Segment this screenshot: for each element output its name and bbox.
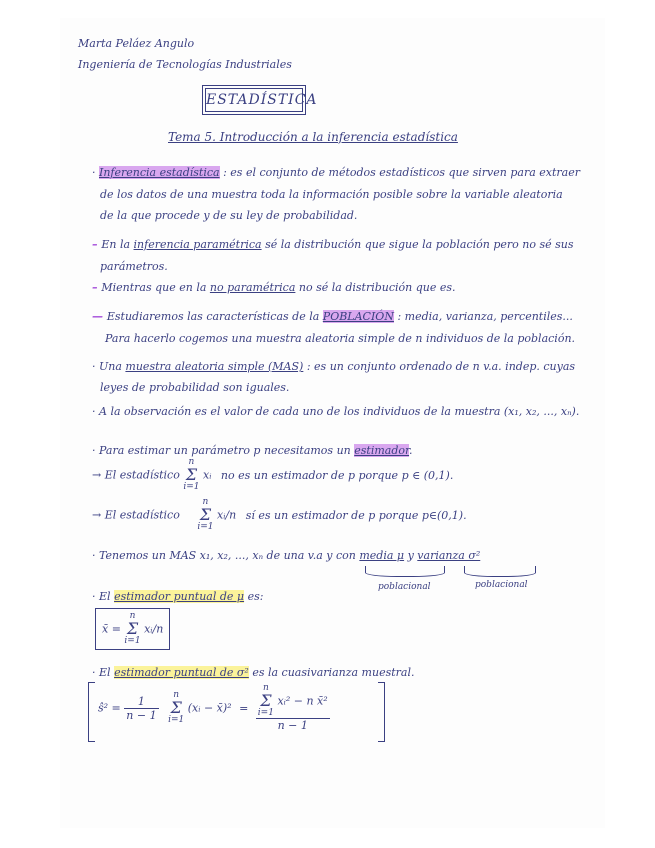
fraction-2: n Σ i=1 xᵢ² − n x̄² n − 1 xyxy=(257,683,328,732)
note-poblacional-2: poblacional xyxy=(475,580,528,590)
formula-estadistico-2: → El estadístico n Σ i=1 xᵢ/n sí es un estimador de p porque p∈(0,1). xyxy=(92,497,467,532)
right-bracket xyxy=(378,682,385,742)
topic-title: Tema 5. Introducción a la inferencia estadística xyxy=(168,130,458,144)
formula-estadistico-1: → El estadístico n Σ i=1 xᵢ no es un estimador de p porque p ∈ (0,1). xyxy=(92,457,454,492)
p10-line: · El estimador puntual de σ² es la cuasivarianza muestral. xyxy=(92,666,415,679)
summation-1: n Σ i=1 xyxy=(183,457,200,492)
bracket-varianza xyxy=(464,566,536,577)
left-bracket xyxy=(88,682,95,742)
p5-line2: leyes de probabilidad son iguales. xyxy=(100,381,290,394)
p1-line2: de los datos de una muestra toda la información posible sobre la variable aleatoria xyxy=(100,188,563,201)
p6-line: · A la observación es el valor de cada uno de los individuos de la muestra (x₁, x₂, ..., xₙ). xyxy=(92,405,580,418)
author-name: Marta Peláez Angulo xyxy=(78,37,195,50)
term-poblacion: POBLACIÓN xyxy=(322,310,394,323)
term-mas: muestra aleatoria simple (MAS) xyxy=(125,360,304,373)
term-inferencia: Inferencia estadística xyxy=(99,166,220,179)
p1-line3: de la que procede y de su ley de probabilidad. xyxy=(100,209,358,222)
p2-line2: parámetros. xyxy=(100,260,168,273)
p3-line: – Mientras que en la no paramétrica no sé la distribución que es. xyxy=(92,281,456,294)
p8-line: · Tenemos un MAS x₁, x₂, ..., xₙ de una v.a y con media μ y varianza σ² xyxy=(92,549,481,562)
summation-mean: n Σ i=1 xyxy=(124,611,141,646)
term-parametrica: inferencia paramétrica xyxy=(133,238,262,251)
p5-line1: · Una muestra aleatoria simple (MAS) : es un conjunto ordenado de n v.a. indep. cuyas xyxy=(92,360,576,373)
term-no-parametrica: no paramétrica xyxy=(209,281,296,294)
bracket-media xyxy=(365,566,445,577)
term-estimador-sigma: estimador puntual de σ² xyxy=(114,666,249,679)
p1-rest: : es el conjunto de métodos estadísticos que sirven para extraer xyxy=(223,166,580,179)
varianza-label: varianza σ² xyxy=(417,549,481,562)
term-estimador: estimador xyxy=(354,444,410,457)
p7-line: · Para estimar un parámetro p necesitamos un estimador. xyxy=(92,444,413,457)
subject-title: ESTADÍSTICA xyxy=(205,88,303,112)
formula-variance: ŝ² = $\frac{1}{n - 1}$ n Σ i=1 (xᵢ − x̄)² = n Σ i=1 xᵢ² − n x̄² n − 1 xyxy=(98,683,328,732)
note-poblacional-1: poblacional xyxy=(378,582,431,592)
summation-2: n Σ i=1 xyxy=(197,497,214,532)
p2-line1: – En la inferencia paramétrica sé la distribución que sigue la población pero no sé sus xyxy=(92,238,574,251)
p9-line: · El estimador puntual de μ es: xyxy=(92,590,264,603)
p4-line1: — Estudiaremos las características de la POBLACIÓN : media, varianza, percentiles... xyxy=(92,310,573,323)
p4-line2: Para hacerlo cogemos una muestra aleatoria simple de n individuos de la población. xyxy=(105,332,576,345)
media-label: media μ xyxy=(359,549,405,562)
p1-line1: · Inferencia estadística : es el conjunto de métodos estadísticos que sirven para extraer xyxy=(92,166,580,179)
term-estimador-mu: estimador puntual de μ xyxy=(114,590,245,603)
summation-variance-2: n Σ i=1 xyxy=(257,683,274,718)
formula-mean-box: x̄ = n Σ i=1 xᵢ/n xyxy=(95,608,170,650)
fraction-1: $\frac{1}{n - 1}$ xyxy=(126,694,157,722)
summation-variance: n Σ i=1 xyxy=(168,690,185,725)
degree-name: Ingeniería de Tecnologías Industriales xyxy=(78,58,292,71)
